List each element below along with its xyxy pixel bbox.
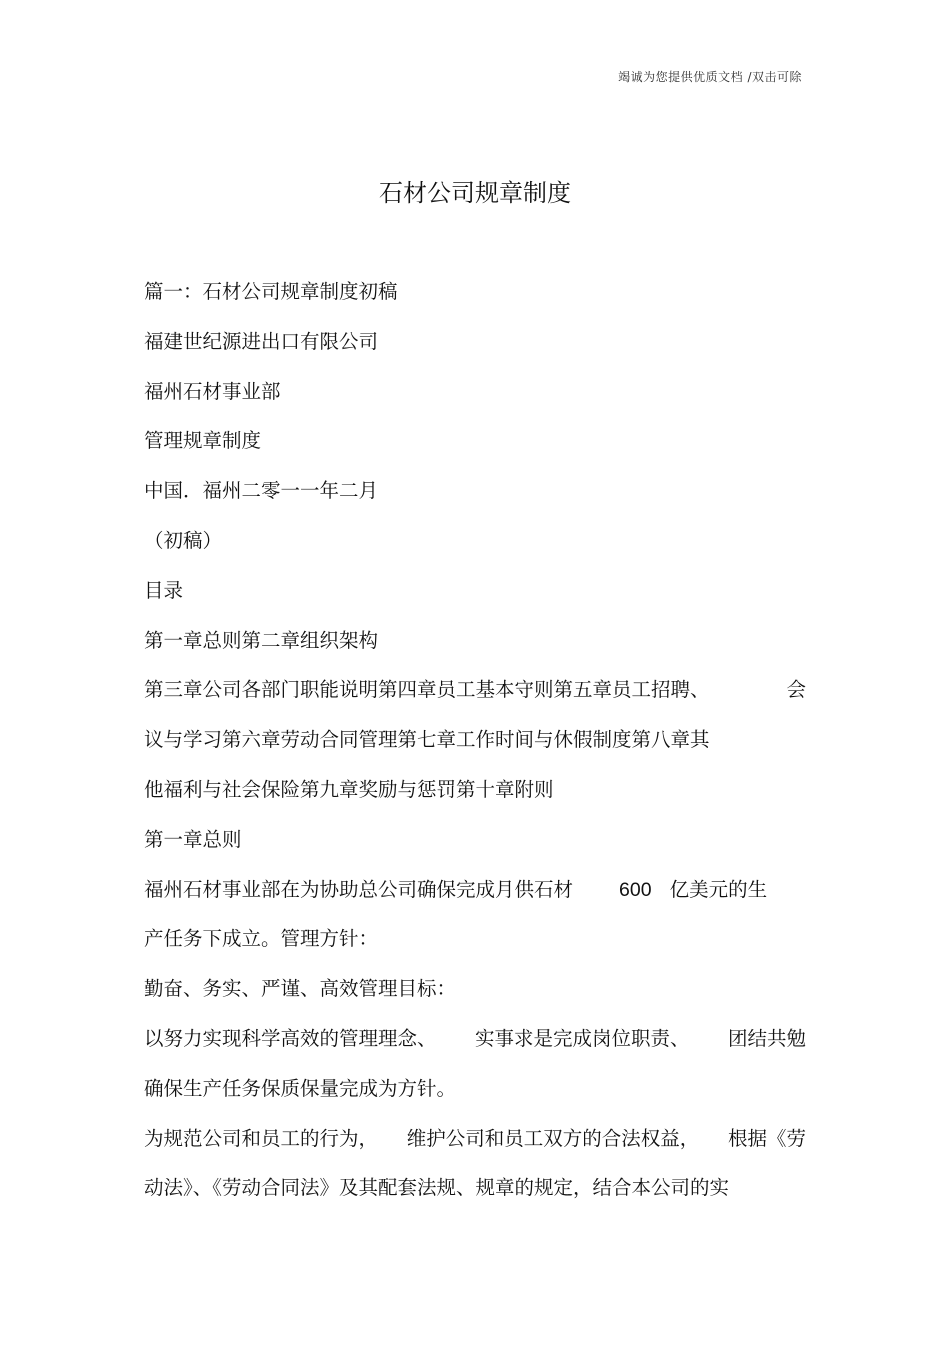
paragraph-line: 篇一：石材公司规章制度初稿 <box>144 280 398 303</box>
header-note: 竭诚为您提供优质文档 /双击可除 <box>618 70 802 84</box>
text-segment: 会 <box>786 678 806 702</box>
text-segment: 为规范公司和员工的行为， <box>144 1126 379 1150</box>
paragraph-line: 勤奋、务实、严谨、高效管理目标： <box>144 977 457 1001</box>
document-title: 石材公司规章制度 <box>379 179 571 207</box>
paragraph-line: 确保生产任务保质保量完成为方针。 <box>144 1076 457 1100</box>
paragraph-line <box>144 1022 806 1072</box>
paragraph-line: 议与学习第六章劳动合同管理第七章工作时间与休假制度第八章其 <box>144 728 710 752</box>
paragraph-line: 目录 <box>144 578 184 602</box>
text-segment: 以努力实现科学高效的管理理念、 <box>144 1026 437 1050</box>
paragraph-line: 管理规章制度 <box>144 429 262 453</box>
paragraph-line: 第一章总则 <box>144 827 242 851</box>
paragraph-line: 动法》、《劳动合同法》及其配套法规、规章的规定，结合本公司的实 <box>144 1176 730 1200</box>
paragraph-line <box>144 673 806 723</box>
paragraph-line <box>144 1122 806 1172</box>
text-segment: 第三章公司各部门职能说明第四章员工基本守则第五章员工招聘、 <box>144 678 710 702</box>
paragraph-line: 他福利与社会保险第九章奖励与惩罚第十章附则 <box>144 777 554 801</box>
text-segment: 根据《劳 <box>727 1126 806 1150</box>
paragraph-line: 福建世纪源进出口有限公司 <box>144 329 379 353</box>
text-segment: 团结共勉 <box>727 1026 806 1050</box>
text-segment: 福州石材事业部在为协助总公司确保完成月供石材 <box>144 877 574 901</box>
text-segment: 维护公司和员工双方的合法权益， <box>406 1126 700 1150</box>
paragraph-line: 中国．福州二零一一年二月 <box>144 479 379 503</box>
paragraph-line <box>144 873 806 923</box>
paragraph-line: 产任务下成立。管理方针： <box>144 927 379 951</box>
text-segment: 亿美元的生 <box>669 877 768 901</box>
paragraph-line: （初稿） <box>144 528 223 552</box>
number-value: 600 <box>619 878 652 901</box>
document-body <box>144 275 806 1221</box>
text-segment: 实事求是完成岗位职责、 <box>474 1026 690 1050</box>
paragraph-line: 第一章总则第二章组织架构 <box>144 628 379 652</box>
paragraph-line: 福州石材事业部 <box>144 379 281 403</box>
